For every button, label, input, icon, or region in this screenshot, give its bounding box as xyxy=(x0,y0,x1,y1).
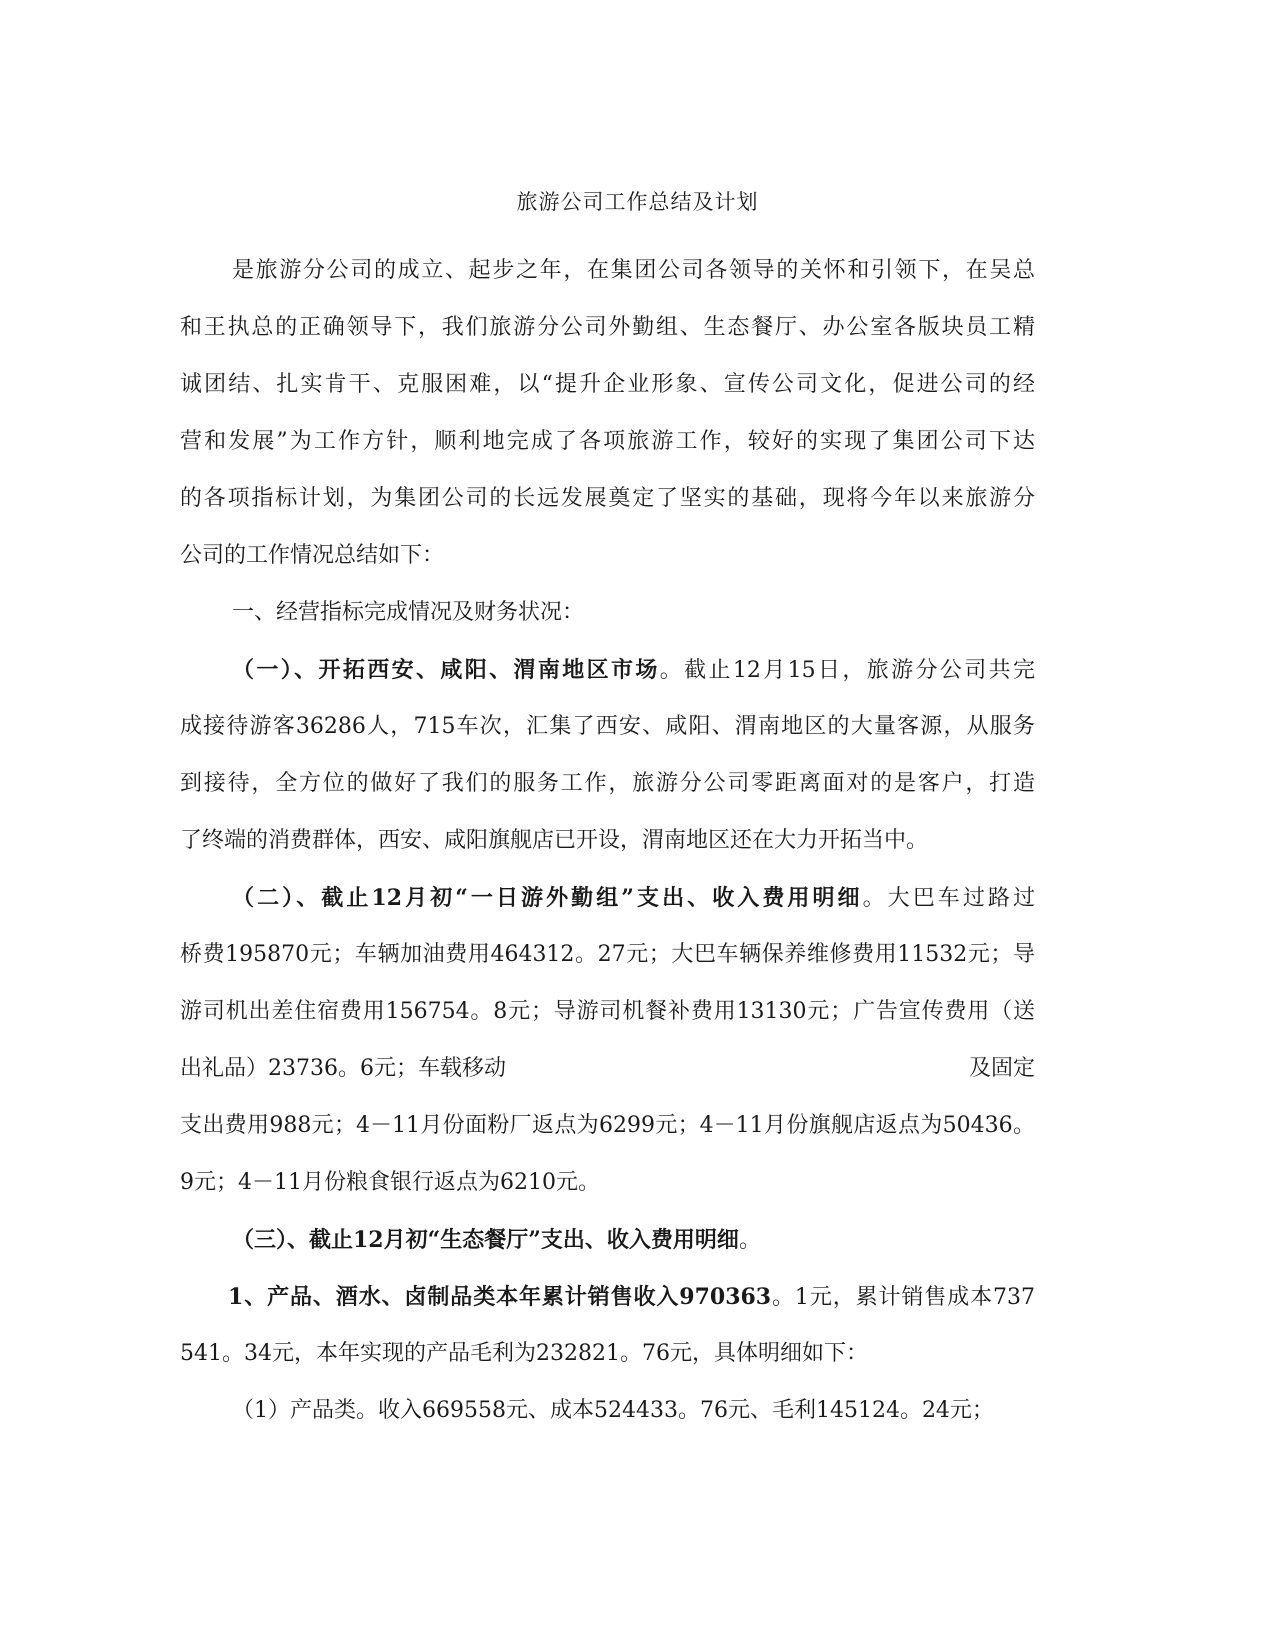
sub2-line-2: 桥费195870元；车辆加油费用464312。27元；大巴车辆保养维修费用11532元；导 xyxy=(180,942,1035,967)
sub1-first-line xyxy=(180,655,1035,686)
item1-first-line xyxy=(180,1282,1035,1313)
sub2-split-right: 及固定 xyxy=(968,1056,1035,1081)
sub3-line xyxy=(180,1225,1035,1256)
document-title: 旅游公司工作总结及计划 xyxy=(516,190,759,214)
sub2-first-tail: 。大巴车过路过 xyxy=(862,886,1035,911)
sub2-first-line xyxy=(180,883,1035,914)
section1-heading: 一、经营指标完成情况及财务状况： xyxy=(232,600,585,625)
sub2-line-4 xyxy=(180,1054,1035,1084)
intro-line-1: 是旅游分公司的成立、起步之年，在集团公司各领导的关怀和引领下，在吴总 xyxy=(232,258,1035,283)
sub1-heading: （一）、开拓西安、咸阳、渭南地区市场 xyxy=(232,657,660,683)
intro-line-4: 营和发展”为工作方针，顺利地完成了各项旅游工作，较好的实现了集团公司下达 xyxy=(180,429,1035,454)
item1-1-line: （1）产品类。收入669558元、成本524433。76元、毛利145124。24元； xyxy=(232,1398,994,1423)
sub1-first-tail: 。截止12月15日，旅游分公司共完 xyxy=(659,658,1035,683)
intro-line-2: 和王执总的正确领导下，我们旅游分公司外勤组、生态餐厅、办公室各版块员工精 xyxy=(180,315,1035,340)
sub1-line-3: 到接待，全方位的做好了我们的服务工作，旅游分公司零距离面对的是客户，打造 xyxy=(180,771,1035,796)
sub2-heading: （二）、截止12月初“一日游外勤组”支出、收入费用明细 xyxy=(232,885,863,911)
sub3-heading: （三）、截止12月初“生态餐厅”支出、收入费用明细 xyxy=(232,1227,739,1253)
item1-heading: 1、产品、酒水、卤制品类本年累计销售收入970363 xyxy=(228,1284,772,1310)
item1-first-tail: 。1元，累计销售成本737 xyxy=(771,1285,1035,1310)
sub1-line-4: 了终端的消费群体，西安、咸阳旗舰店已开设，渭南地区还在大力开拓当中。 xyxy=(180,828,929,853)
sub2-line-6: 9元；4－11月份粮食银行返点为6210元。 xyxy=(180,1170,600,1195)
item1-line-2: 541。34元，本年实现的产品毛利为232821。76元，具体明细如下： xyxy=(180,1341,868,1366)
intro-line-6: 公司的工作情况总结如下： xyxy=(180,543,445,568)
sub2-line-3: 游司机出差住宿费用156754。8元；导游司机餐补费用13130元；广告宣传费用（送 xyxy=(180,999,1035,1024)
intro-line-5: 的各项指标计划，为集团公司的长远发展奠定了坚实的基础，现将今年以来旅游分 xyxy=(180,486,1035,511)
intro-line-3: 诚团结、扎实肯干、克服困难，以“提升企业形象、宣传公司文化，促进公司的经 xyxy=(180,372,1035,397)
sub2-line-5: 支出费用988元；4－11月份面粉厂返点为6299元；4－11月份旗舰店返点为50436。 xyxy=(180,1113,1035,1138)
sub2-split-left: 出礼品）23736。6元；车载移动 xyxy=(180,1056,506,1081)
sub3-heading-tail: 。 xyxy=(738,1228,761,1253)
sub1-line-2: 成接待游客36286人，715车次，汇集了西安、咸阳、渭南地区的大量客源，从服务 xyxy=(180,714,1035,739)
